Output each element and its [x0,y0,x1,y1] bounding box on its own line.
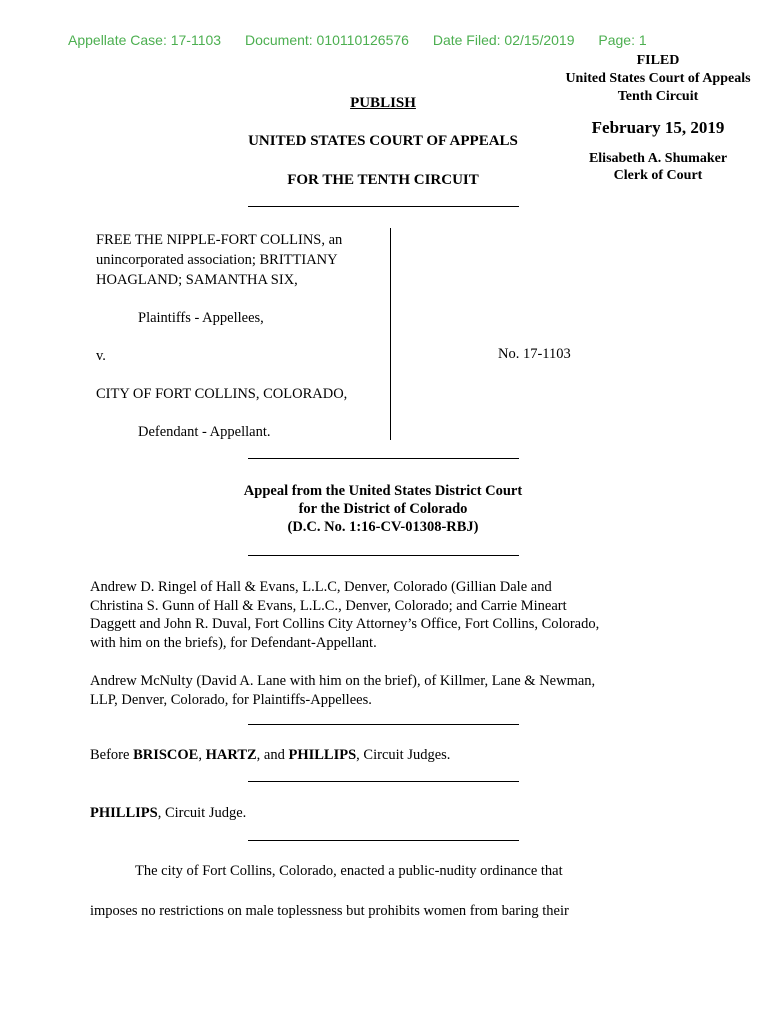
plaintiffs-line: HOAGLAND; SAMANTHA SIX, [96,272,298,288]
counsel-line: with him on the briefs), for Defendant-Appellant. [90,634,377,651]
author-name: PHILLIPS [90,805,158,821]
versus: v. [96,348,106,364]
page-number: Page: 1 [598,32,647,48]
appellee-counsel [90,672,680,709]
judge-name: BRISCOE [133,747,199,763]
date-filed: Date Filed: 02/15/2019 [432,32,575,48]
divider [248,781,519,782]
docket-number: No. 17-1103 [498,346,571,362]
counsel-line: Christina S. Gunn of Hall & Evans, L.L.C., Denver, Colorado; and Carrie Mineart [90,597,567,614]
judge-name: HARTZ [205,747,257,763]
author-suffix: , Circuit Judge. [157,805,247,821]
defendant: CITY OF FORT COLLINS, COLORADO, [96,386,348,402]
divider [248,555,519,556]
appeal-line: (D.C. No. 1:16-CV-01308-RBJ) [287,519,479,535]
separator: , [198,747,206,763]
opinion-author [90,805,680,822]
before-prefix: Before [90,747,134,763]
court-name: UNITED STATES COURT OF APPEALS [248,133,518,149]
appellant-counsel [90,578,680,652]
divider [248,724,519,725]
circuit-name: FOR THE TENTH CIRCUIT [287,172,479,188]
document-number: Document: 010110126576 [244,32,409,48]
appeal-line: for the District of Colorado [298,501,468,517]
appellate-case: Appellate Case: 17-1103 [68,32,222,48]
clerk-name: Elisabeth A. Shumaker [588,151,728,166]
case-caption [96,230,347,442]
plaintiffs-role: Plaintiffs - Appellees, [138,310,264,326]
filed-label: FILED [636,53,680,68]
filed-stamp [540,52,768,184]
counsel-line: Daggett and John R. Duval, Fort Collins City Attorney’s Office, Fort Collins, Colorado, [90,616,600,632]
filed-date: February 15, 2019 [591,118,725,137]
publish-heading: PUBLISH [350,95,416,111]
separator: , and [256,747,289,763]
appeal-origin [170,482,596,536]
judge-name: PHILLIPS [288,747,357,763]
divider [248,840,519,841]
plaintiffs-line: FREE THE NIPPLE-FORT COLLINS, an [96,232,343,248]
counsel-line: LLP, Denver, Colorado, for Plaintiffs-Appellees. [90,691,372,708]
panel-line [90,747,680,764]
panel-suffix: , Circuit Judges. [356,747,451,763]
clerk-title: Clerk of Court [613,168,703,183]
counsel-line: Andrew D. Ringel of Hall & Evans, L.L.C, Denver, Colorado (Gillian Dale and [90,579,552,595]
plaintiffs-line: unincorporated association; BRITTIANY [96,252,338,268]
opinion-line: The city of Fort Collins, Colorado, enacted a public-nudity ordinance that [135,863,563,879]
caption-divider [390,228,391,440]
divider [248,206,519,207]
counsel-line: Andrew McNulty (David A. Lane with him on the brief), of Killmer, Lane & Newman, [90,673,596,689]
defendant-role: Defendant - Appellant. [138,424,271,440]
filed-circuit: Tenth Circuit [617,89,699,104]
opinion-line: imposes no restrictions on male toplessness but prohibits women from baring their [90,903,569,919]
ecf-header [68,32,647,48]
divider [248,458,519,459]
filed-court: United States Court of Appeals [565,71,751,86]
appeal-line: Appeal from the United States District Court [243,483,523,499]
